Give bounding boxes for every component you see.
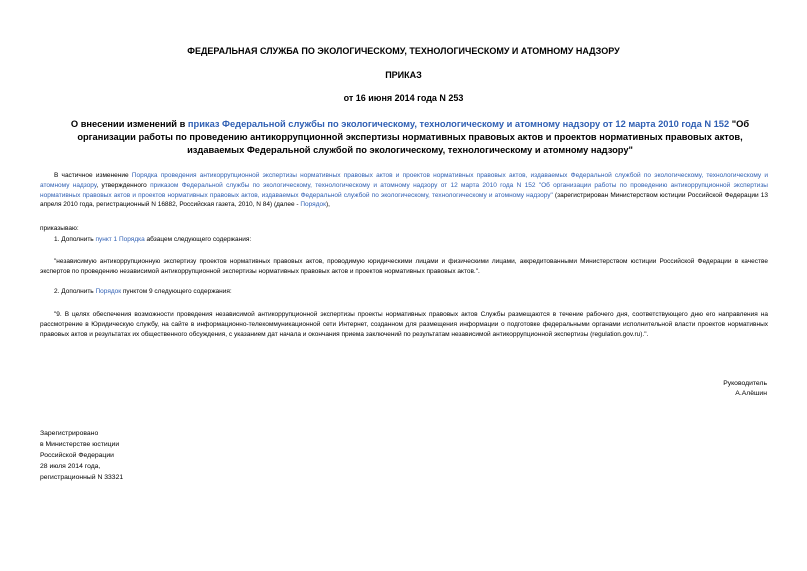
signature-name: А.Алёшин [735, 390, 767, 397]
agency-heading: ФЕДЕРАЛЬНАЯ СЛУЖБА ПО ЭКОЛОГИЧЕСКОМУ, ТЕХНОЛОГИЧЕСКОМУ И АТОМНОМУ НАДЗОРУ [187, 46, 620, 56]
item-2-link[interactable]: Порядок [95, 288, 122, 295]
prikazyvayu-text: приказываю: [40, 225, 79, 232]
title-suffix: "Об организации работы по проведению антикоррупционной экспертизы нормативных правовых актов и проектов нормативных правовых актов, издаваемых Федеральной службой по экологическому, технологическому и атомному надзору" [77, 119, 750, 155]
item-1 [54, 235, 782, 245]
intro-text-4: ), [325, 201, 330, 209]
registration-line: в Министерстве юстиции [40, 441, 120, 448]
intro-text-1: В частичное изменение [54, 172, 132, 179]
signature-role: Руководитель [723, 380, 767, 387]
item-2 [54, 287, 782, 297]
registration-block [40, 428, 123, 483]
quote-2: "9. В целях обеспечения возможности проведения независимой антикоррупционной экспертизы проекты нормативных правовых актов Службы размещаются в течение рабочего дня, соответствующего дню его направления на рассмотрение в Юридическую службу, на сайте в информационно-телекоммуникационной сети Интернет, созданном для размещения информации о подготовке федеральными органами исполнительной власти проектов нормативных правовых актов и результатах их общественного обсуждения, с указанием дат начала и окончания приема заключений по результатам независимой антикоррупционной экспертизы (regulation.gov.ru).". [40, 311, 768, 338]
registration-line: регистрационный N 33321 [40, 474, 124, 481]
item-2-text-2: пунктом 9 следующего содержания: [121, 288, 232, 295]
date-number-heading: от 16 июня 2014 года N 253 [343, 93, 464, 103]
intro-link-order[interactable]: приказом Федеральной службы по экологическому, технологическому и атомному надзору от 12 марта 2010 года N 152 "Об организации работы по проведению антикоррупционной экспертизы нормативных правовых актов и проектов нормативных правовых актов, издаваемых Федеральной службой по экологическому, технологическому и атомному надзору" [40, 181, 768, 199]
item-1-text-2: абзацем следующего содержания: [144, 236, 252, 243]
title-link[interactable]: приказ Федеральной службы по экологическому, технологическому и атомному надзору от 12 марта 2010 года N 152 [187, 119, 730, 129]
document-title [60, 118, 760, 157]
registration-line: Зарегистрировано [40, 430, 99, 437]
item-1-link[interactable]: пункт 1 Порядка [95, 236, 145, 243]
quote-1: "независимую антикоррупционную экспертизу проектов нормативных правовых актов, проводимую юридическими лицами и физическими лицами, аккредитованными Министерством юстиции Российской Федерации в качестве экспертов по проведению независимой антикоррупционной экспертизы нормативных правовых актов и проектов нормативных правовых актов.". [40, 258, 768, 275]
registration-line: 28 июля 2014 года, [40, 463, 101, 470]
intro-link-poryadok[interactable]: Порядок [300, 201, 326, 209]
intro-link-procedure[interactable]: Порядка проведения антикоррупционной экспертизы нормативных правовых актов и проектов нормативных правовых актов, издаваемых Федеральной службой по экологическому, технологическому и атомному надзору [40, 172, 768, 189]
doc-type-heading: ПРИКАЗ [385, 70, 422, 80]
item-2-text-1: 2. Дополнить [54, 288, 96, 295]
intro-paragraph [40, 171, 768, 210]
item-1-text-1: 1. Дополнить [54, 236, 96, 243]
title-prefix: О внесении изменений в [70, 119, 188, 129]
registration-line: Российской Федерации [40, 452, 114, 459]
intro-text-2: , утвержденного [96, 181, 151, 189]
intro-text-3: (зарегистрирован Министерством юстиции Российской Федерации 13 апреля 2010 года, регистрационный N 16882, Российская газета, 2010, N 84) (далее - [40, 191, 769, 209]
